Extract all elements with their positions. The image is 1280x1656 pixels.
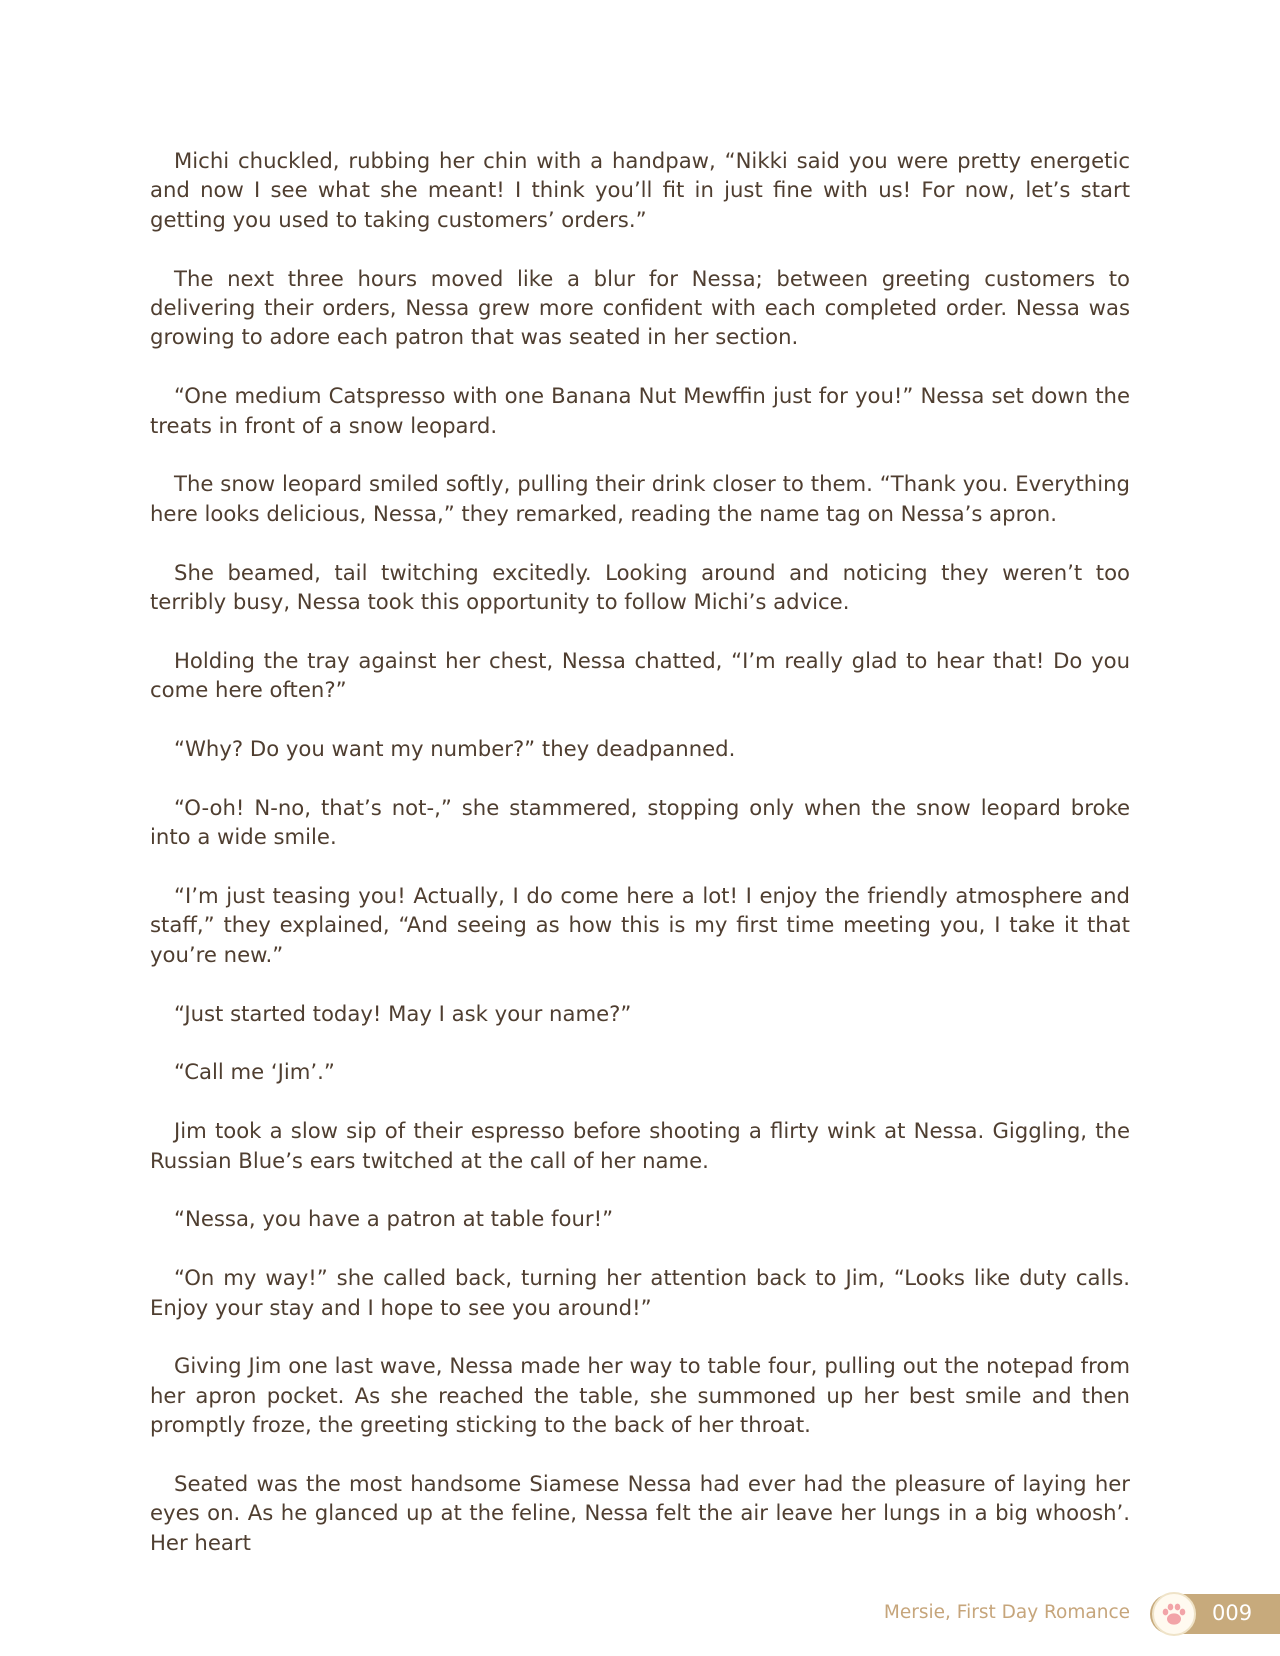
paragraph: “Why? Do you want my number?” they deadpanned. xyxy=(174,736,736,762)
paragraph: Jim took a slow sip of their espresso before shooting a flirty wink at Nessa. Giggling, the Russian Blue’s ears twitched at the call of her name. xyxy=(150,1118,1130,1173)
paragraph: “Call me ‘Jim’.” xyxy=(174,1059,335,1085)
paragraph: Giving Jim one last wave, Nessa made her way to table four, pulling out the notepad from her apron pocket. As she reached the table, she summoned up her best smile and then promptly froze, the greeting sticking to the back of her throat. xyxy=(150,1353,1130,1438)
paragraph: “O-oh! N-no, that’s not-,” she stammered, stopping only when the snow leopard broke into a wide smile. xyxy=(150,794,1130,850)
paragraph: “On my way!” she called back, turning her attention back to Jim, “Looks like duty calls. Enjoy your stay and I hope to see you around!” xyxy=(150,1265,1130,1320)
paragraph: Michi chuckled, rubbing her chin with a handpaw, “Nikki said you were pretty energetic and now I see what she meant! I think you’ll fit in just fine with us! For now, let’s start getting you used to taking customers’ orders.” xyxy=(150,148,1130,232)
paragraph: “I’m just teasing you! Actually, I do come here a lot! I enjoy the friendly atmosphere and staff,” they explained, “And seeing as how this is my first time meeting you, I take it that you’re new.” xyxy=(150,883,1130,967)
paragraph: “Just started today! May I ask your name?” xyxy=(174,1000,632,1026)
paragraph: “One medium Catspresso with one Banana Nut Mewffin just for you!” Nessa set down the treats in front of a snow leopard. xyxy=(150,383,1130,438)
paragraph: “Nessa, you have a patron at table four!” xyxy=(174,1206,614,1232)
paragraph: She beamed, tail twitching excitedly. Looking around and noticing they weren’t too terribly busy, Nessa took this opportunity to follow Michi’s advice. xyxy=(150,559,1130,615)
page-number: 009 xyxy=(1212,1601,1253,1625)
story-text xyxy=(150,146,1130,1557)
paragraph: Holding the tray against her chest, Nessa chatted, “I’m really glad to hear that! Do you come here often?” xyxy=(150,647,1130,703)
book-title: Mersie, First Day Romance xyxy=(883,1602,1130,1623)
paw-print-icon xyxy=(1152,1592,1196,1636)
paragraph: The snow leopard smiled softly, pulling their drink closer to them. “Thank you. Everything here looks delicious, Nessa,” they remarked, reading the name tag on Nessa’s apron. xyxy=(150,471,1130,526)
paragraph: Seated was the most handsome Siamese Nessa had ever had the pleasure of laying her eyes on. As he glanced up at the feline, Nessa felt the air leave her lungs in a big whoosh’. Her heart xyxy=(150,1471,1130,1555)
page-footer xyxy=(0,1594,1280,1634)
paragraph: The next three hours moved like a blur for Nessa; between greeting customers to delivering their orders, Nessa grew more confident with each completed order. Nessa was growing to adore each patron that was seated in her section. xyxy=(150,265,1130,350)
